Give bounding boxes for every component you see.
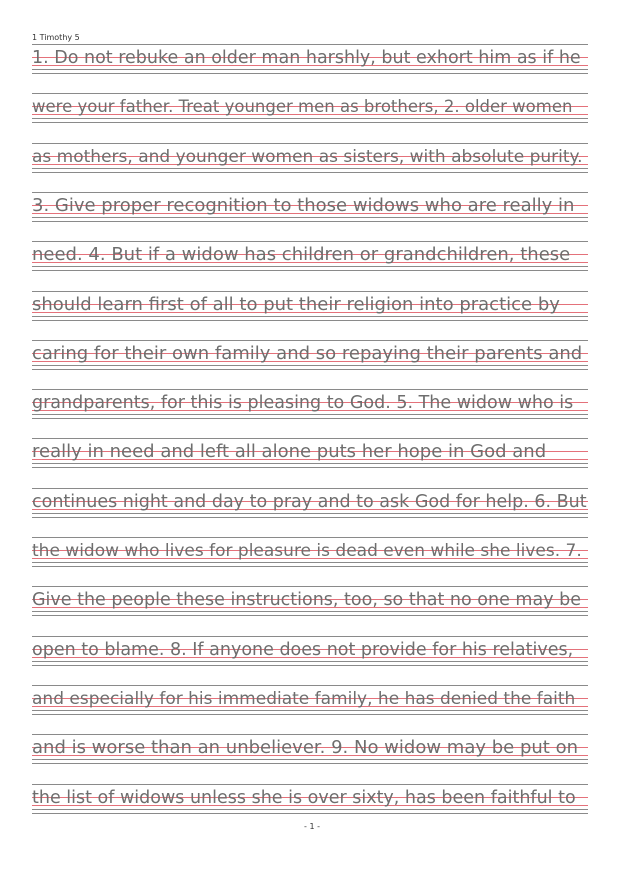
tracing-text: 3. Give proper recognition to those widows who are really in	[32, 194, 575, 216]
top-guide-rule	[32, 734, 588, 735]
tracing-text: as mothers, and younger women as sisters, with absolute purity.	[32, 146, 583, 167]
base-guide-rule	[32, 759, 588, 760]
practice-line	[32, 291, 588, 321]
top-guide-rule	[32, 685, 588, 686]
descender-guide-rule	[32, 615, 588, 616]
base-guide-rule	[32, 118, 588, 119]
practice-line	[32, 241, 588, 271]
descender-guide-rule	[32, 320, 588, 321]
tracing-text: and is worse than an unbeliever. 9. No widow may be put on	[32, 737, 578, 759]
top-guide-rule	[32, 438, 588, 439]
practice-line	[32, 192, 588, 222]
descender-guide-rule	[32, 270, 588, 271]
base-guide-rule	[32, 168, 588, 169]
descender-guide-rule	[32, 665, 588, 666]
descender-guide-rule	[32, 122, 588, 123]
tracing-text: really in need and left all alone puts her hope in God and	[32, 441, 547, 463]
top-guide-rule	[32, 340, 588, 341]
top-guide-rule	[32, 93, 588, 94]
descender-guide-rule	[32, 418, 588, 419]
tracing-text: open to blame. 8. If anyone does not provide for his relatives,	[32, 639, 574, 660]
top-guide-rule	[32, 784, 588, 785]
base-guide-rule	[32, 69, 588, 70]
base-guide-rule	[32, 562, 588, 563]
top-guide-rule	[32, 44, 588, 45]
practice-line	[32, 438, 588, 468]
practice-line	[32, 93, 588, 123]
practice-line	[32, 44, 588, 74]
practice-line	[32, 143, 588, 173]
practice-line	[32, 586, 588, 616]
descender-guide-rule	[32, 517, 588, 518]
tracing-text: were your father. Treat younger men as brothers, 2. older women	[32, 97, 573, 117]
descender-guide-rule	[32, 763, 588, 764]
tracing-text: and especially for his immediate family, he has denied the faith	[32, 688, 576, 709]
descender-guide-rule	[32, 566, 588, 567]
base-guide-rule	[32, 513, 588, 514]
base-guide-rule	[32, 809, 588, 810]
base-guide-rule	[32, 414, 588, 415]
base-guide-rule	[32, 710, 588, 711]
base-guide-rule	[32, 217, 588, 218]
tracing-text: grandparents, for this is pleasing to God. 5. The widow who is	[32, 393, 574, 414]
top-guide-rule	[32, 537, 588, 538]
tracing-text: the widow who lives for pleasure is dead even while she lives. 7.	[32, 541, 582, 561]
tracing-text: the list of widows unless she is over sixty, has been faithful to	[32, 787, 576, 808]
tracing-text: 1. Do not rebuke an older man harshly, but exhort him as if he	[32, 48, 581, 68]
top-guide-rule	[32, 389, 588, 390]
top-guide-rule	[32, 143, 588, 144]
top-guide-rule	[32, 636, 588, 637]
descender-guide-rule	[32, 813, 588, 814]
base-guide-rule	[32, 266, 588, 267]
tracing-text: Give the people these instructions, too, so that no one may be	[32, 590, 581, 611]
tracing-text: should learn first of all to put their religion into practice by	[32, 293, 560, 315]
page-number: - 1 -	[304, 822, 320, 831]
practice-line	[32, 636, 588, 666]
top-guide-rule	[32, 586, 588, 587]
descender-guide-rule	[32, 714, 588, 715]
practice-line	[32, 537, 588, 567]
descender-guide-rule	[32, 73, 588, 74]
descender-guide-rule	[32, 467, 588, 468]
top-guide-rule	[32, 291, 588, 292]
base-guide-rule	[32, 463, 588, 464]
practice-line	[32, 340, 588, 370]
page-header: 1 Timothy 5	[32, 33, 80, 42]
top-guide-rule	[32, 192, 588, 193]
descender-guide-rule	[32, 172, 588, 173]
tracing-text: caring for their own family and so repaying their parents and	[32, 342, 583, 364]
descender-guide-rule	[32, 221, 588, 222]
tracing-text: need. 4. But if a widow has children or grandchildren, these	[32, 244, 571, 266]
top-guide-rule	[32, 241, 588, 242]
descender-guide-rule	[32, 369, 588, 370]
base-guide-rule	[32, 316, 588, 317]
practice-line	[32, 734, 588, 764]
practice-line	[32, 389, 588, 419]
tracing-text: continues night and day to pray and to ask God for help. 6. But	[32, 491, 587, 512]
practice-line	[32, 488, 588, 518]
base-guide-rule	[32, 661, 588, 662]
base-guide-rule	[32, 365, 588, 366]
top-guide-rule	[32, 488, 588, 489]
practice-line	[32, 784, 588, 814]
practice-line	[32, 685, 588, 715]
base-guide-rule	[32, 611, 588, 612]
